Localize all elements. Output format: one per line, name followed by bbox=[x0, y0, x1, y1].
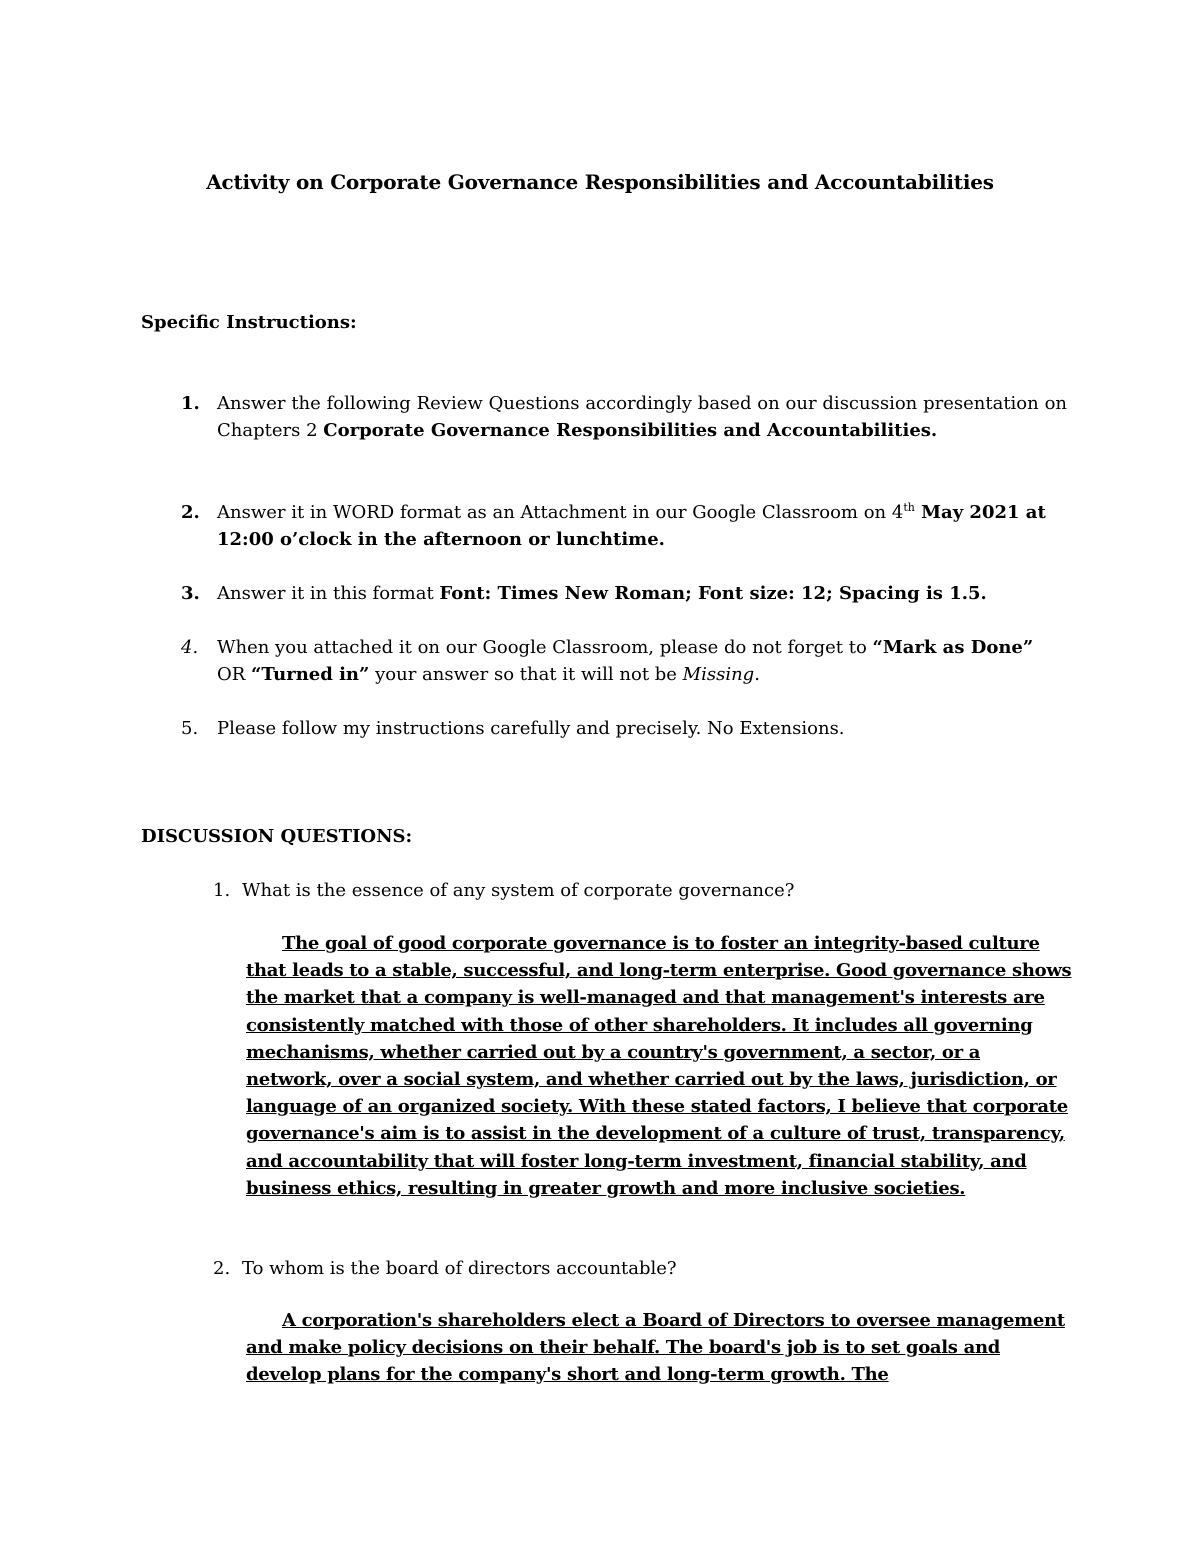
question-item bbox=[213, 1255, 1073, 1282]
instruction-text-plain: When you attached it on our Google Classroom, please do not forget to bbox=[217, 637, 873, 658]
document-title: Activity on Corporate Governance Responsibilities and Accountabilities bbox=[206, 170, 994, 194]
question-text: To whom is the board of directors accountable? bbox=[242, 1258, 677, 1279]
instruction-text-plain: Answer it in WORD format as an Attachment in our Google Classroom on 4 bbox=[217, 502, 904, 523]
question-item bbox=[213, 877, 1073, 904]
instruction-text bbox=[217, 634, 1067, 688]
instruction-text-bold: Corporate Governance Responsibilities and Accountabilities. bbox=[323, 420, 938, 441]
instruction-number: 5. bbox=[181, 718, 199, 739]
question-text: What is the essence of any system of corporate governance? bbox=[242, 880, 795, 901]
instruction-item bbox=[181, 580, 1067, 607]
instruction-number: 4. bbox=[181, 637, 199, 658]
missing-text: Missing bbox=[682, 664, 755, 685]
question-number: 1. bbox=[213, 880, 231, 901]
instruction-text-plain: Answer the following Review Questions accordingly based on our discussion presentation on Chapters 2 bbox=[217, 393, 1067, 441]
instruction-superscript: th bbox=[903, 501, 915, 514]
instruction-text-plain: . bbox=[754, 664, 760, 685]
instruction-item bbox=[181, 715, 1067, 742]
discussion-heading: DISCUSSION QUESTIONS: bbox=[141, 826, 413, 847]
answer-text: A corporation's shareholders elect a Board of Directors to oversee management and make policy decisions on their behalf. The board's job is to set goals and develop plans for the company's short and long-term growth. The bbox=[246, 1310, 1065, 1386]
instruction-number: 3. bbox=[181, 583, 200, 604]
mark-as-done-text: “Mark as Done” bbox=[872, 637, 1034, 658]
instruction-item bbox=[181, 634, 1067, 688]
instruction-text-bold: Font: Times New Roman; Font size: 12; Spacing is 1.5. bbox=[439, 583, 987, 604]
instruction-text-plain: Answer it in this format bbox=[217, 583, 440, 604]
instruction-item bbox=[181, 390, 1067, 444]
instruction-number: 1. bbox=[181, 393, 200, 414]
instructions-heading: Specific Instructions: bbox=[141, 312, 357, 333]
instruction-text-bold: May 2021 at 12:00 o’clock in the afternoon or lunchtime. bbox=[217, 502, 1046, 550]
turned-in-text: “Turned in” bbox=[251, 664, 370, 685]
instruction-text bbox=[217, 580, 1067, 607]
question-number: 2. bbox=[213, 1258, 231, 1279]
answer-text: The goal of good corporate governance is to foster an integrity-based culture that leads to a stable, successful, and long-term enterprise. Good governance shows the market that a company is well-managed and that management's interests are consistently matched with those of other shareholders. It includes all governing mechanisms, whether carried out by a country's government, a sector, or a network, over a social system, and whether carried out by the laws, jurisdiction, or language of an organized society. With these stated factors, I believe that corporate governance's aim is to assist in the development of a culture of trust, transparency, and accountability that will foster long-term investment, financial stability, and business ethics, resulting in greater growth and more inclusive societies. bbox=[246, 933, 1072, 1199]
instruction-text-plain: your answer so that it will not be bbox=[369, 664, 683, 685]
instruction-item bbox=[181, 499, 1067, 553]
instruction-text: Please follow my instructions carefully and precisely. No Extensions. bbox=[217, 718, 845, 739]
instruction-text bbox=[217, 390, 1067, 444]
instruction-number: 2. bbox=[181, 502, 200, 523]
instruction-text bbox=[217, 499, 1067, 553]
instruction-text-plain: OR bbox=[217, 664, 252, 685]
